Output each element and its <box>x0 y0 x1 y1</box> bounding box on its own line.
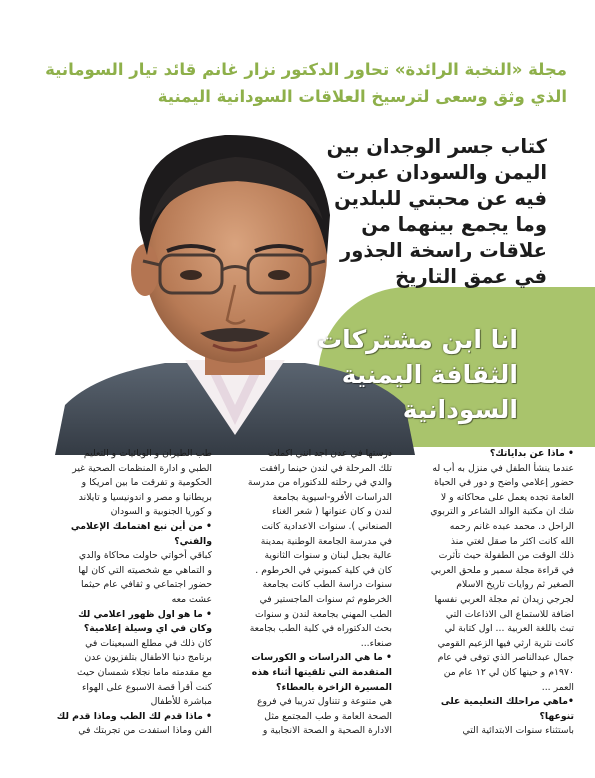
body-line: الطب المهني بجامعة لندن و سنوات <box>254 608 392 620</box>
subhead-line: الثقافة اليمنية <box>341 360 518 389</box>
question-line: • ما هو اول ظهور اعلامي لك <box>78 608 212 620</box>
body-line: العمر ... <box>541 681 574 693</box>
body-line: لندن و كان عنوانها ( شعر الغناء <box>271 506 392 518</box>
text-column-middle <box>220 447 392 778</box>
body-line: حضور اجتماعي و ثقافي عام حيثما <box>80 579 212 591</box>
body-line: طب الطيران و الوبائيات و التعليم <box>83 448 212 459</box>
body-line: عندما ينشأ الطفل في منزل به أب له <box>432 462 574 474</box>
body-line: تبث باللغة العربية ... اول كتابة لي <box>444 623 574 635</box>
body-line: صنعاء... <box>360 637 392 649</box>
quote-line: وما يجمع بينهما من <box>361 213 547 236</box>
body-line: الخرطوم ثم سنوات الماجستير في <box>259 593 392 605</box>
body-line: شك ان مكتبة الوالد الشاعر و التربوي <box>430 506 574 518</box>
pull-quote <box>297 134 547 290</box>
body-line: حضور إعلامي واضح و دور في الحياة <box>434 477 574 489</box>
body-line: العامة تجده يعمل على محاكاته و لا <box>440 491 574 503</box>
body-line: برنامج دنيا الاطفال بتلفزيون عدن <box>84 652 212 664</box>
body-line: كان ذلك في مطلع السبعينات في <box>85 637 212 649</box>
body-line: الادارة الصحية و الصحة الانجابية و <box>262 725 392 737</box>
body-line: مباشرة للأطفال <box>150 696 212 708</box>
question-line: المتقدمة التي تلقيتها أثناء هذه <box>251 666 392 678</box>
body-line: جمال عبدالناصر الذي توفى في عام <box>437 652 574 664</box>
body-line: الطبي و ادارة المنظمات الصحية غير <box>72 462 212 474</box>
text-column-right <box>402 447 574 778</box>
body-line: اضافة للاستماع الى الاذاعات التي <box>445 608 574 620</box>
question-line: •ماهي مراحلك التعليمية على <box>440 696 574 708</box>
body-line: ١٩٧٠م و حينها كان لي ١٢ عام من <box>443 666 574 678</box>
body-line: الصحة العامة و طب المجتمع مثل <box>264 710 392 722</box>
body-line: درستها في عدن اجد انني اكملت <box>267 448 392 459</box>
body-line: و التماهي مع شخصيته التي كان لها <box>78 564 212 576</box>
question-line: • ماذا قدم لك الطب وماذا قدم لك <box>56 710 212 722</box>
body-line: كان في كلية كمبوني في الخرطوم . <box>255 564 392 576</box>
body-line: الحكومية و تفرقت ما بين امريكا و <box>81 477 212 489</box>
body-line: لجرجي زيدان ثم مجلة العربي نفسها <box>434 593 574 605</box>
body-line: و كوريا الجنوبية و السودان <box>110 506 212 518</box>
body-line: في مدرسة الجامعة الوطنية بمدينة <box>260 535 392 547</box>
body-line: الفن وماذا استفدت من تجربتك في <box>78 725 212 737</box>
body-line: بحث الدكتوراه في كلية الطب بجامعة <box>249 623 392 635</box>
body-line: عالية بجبل لبنان و سنوات الثانوية <box>264 550 392 562</box>
body-line: باستثناء سنوات الابتدائية التي <box>462 725 574 737</box>
body-line: كنت أقرأ قصة الاسبوع على الهواء <box>81 681 212 693</box>
question-line: تنوعها؟ <box>539 710 574 722</box>
body-line: الله كانت اكثر ما صقل لغتي منذ <box>450 535 574 547</box>
subhead-line: السودانية <box>402 395 518 424</box>
body-line: في قراءة مجلة سمير و ملحق العربي <box>430 564 574 576</box>
body-line: والدي في رحلته للدكتوراه من مدرسة <box>247 477 392 489</box>
headline-line: الذي وثق وسعى لترسيخ العلاقات السودانية اليمنية <box>157 87 567 106</box>
quote-line: في عمق التاريخ <box>395 265 547 288</box>
body-line: سنوات دراسة الطب كانت بجامعة <box>262 579 392 591</box>
quote-line: اليمن والسودان عبرت <box>336 161 547 184</box>
quote-line: فيه عن محبتي للبلدين <box>334 187 547 210</box>
headline-line: مجلة «النخبة الرائدة» تحاور الدكتور نزار غانم قائد تيار السومانية <box>45 60 567 79</box>
body-line: الراحل د. محمد عبده غانم رحمه <box>449 520 574 532</box>
body-line: الصنعاني ). سنوات الاعدادية كانت <box>261 520 392 532</box>
body-line: ذلك الوقت من الطفولة حيث تأثرت <box>438 550 574 562</box>
question-line: المسيرة الزاخرة بالعطاء؟ <box>276 681 392 693</box>
question-line: والفني؟ <box>174 535 212 547</box>
question-line: وكان في اي وسيلة إعلامية؟ <box>83 623 212 635</box>
subhead-line: انا ابن مشتركات <box>317 325 518 354</box>
question-line: • من أين نبع اهتمامك الإعلامي <box>70 520 212 532</box>
body-line: تلك المرحلة في لندن حينما رافقت <box>259 462 392 474</box>
question-line: • ماذا عن بداياتك؟ <box>489 448 574 459</box>
body-line: بريطانيا و مصر و اندونيسيا و تايلاند <box>78 491 212 503</box>
body-line: عشت معه <box>171 593 212 605</box>
body-line: هي متنوعة و تتناول تدريبا في فروع <box>256 696 392 708</box>
quote-line: علاقات راسخة الجذور <box>339 239 547 262</box>
body-line: مع مقدمته ماما نجلاء شمسان حيث <box>77 666 212 678</box>
body-line: الدراسات الأفرو-اسيوية بجامعة <box>272 491 392 503</box>
body-line: الصغير ثم روايات تاريخ الاسلام <box>456 579 574 591</box>
article-headline <box>27 56 567 110</box>
question-line: • ما هي الدراسات و الكورسات <box>251 652 392 664</box>
body-line: كانت نثرية ارثي فيها الزعيم القومي <box>437 637 574 649</box>
section-subheading <box>278 322 518 427</box>
text-column-left <box>38 447 212 778</box>
body-line: كباقي أخواتي حاولت محاكاة والدي <box>78 550 212 562</box>
quote-line: كتاب جسر الوجدان بين <box>326 135 547 158</box>
